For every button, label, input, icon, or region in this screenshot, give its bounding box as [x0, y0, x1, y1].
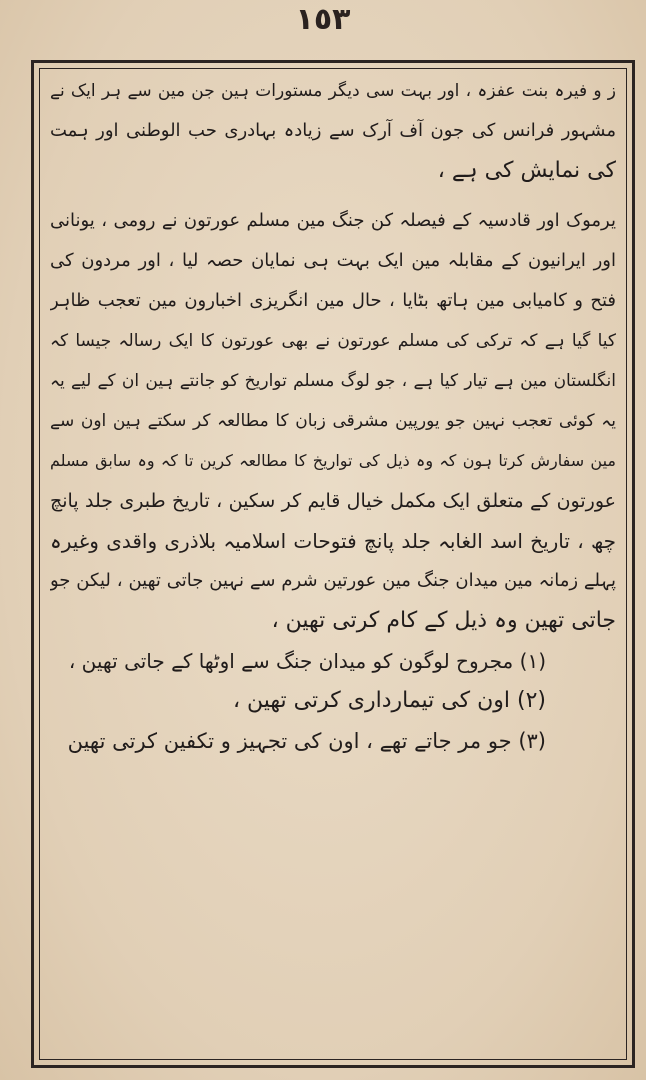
list-item-2: (۲) اون کی تیمارداری کرتی تھین ، [232, 688, 546, 713]
text-line-1: ز و فیرہ بنت عفزہ ، اور بہت سی دیگر مستورات ہین جن مین سے ہر ایک نے [50, 81, 616, 101]
list-item-3: (۳) جو مر جاتے تھے ، اون کی تجہیز و تکفین کرتی تھین [67, 729, 546, 753]
text-line-13: پہلے زمانہ مین میدان جنگ مین عورتین شرم سے نہین جاتی تھین ، لیکن جو [50, 570, 616, 591]
text-line-9: یہ کوئی تعجب نہین جو یورپین مشرقی زبان کا مطالعہ کر سکتے ہین اون سے [50, 411, 616, 431]
text-line-4: یرموک اور قادسیہ کے فیصلہ کن جنگ مین مسلم عورتون نے رومی ، یونانی [50, 210, 616, 231]
list-item-1: (۱) مجروح لوگون کو میدان جنگ سے اوٹھا کے جاتی تھین ، [68, 649, 546, 673]
text-line-14: جاتی تھین وہ ذیل کے کام کرتی تھین ، [271, 608, 616, 633]
urdu-text-block [50, 71, 616, 761]
text-line-2: مشہور فرانس کی جون آف آرک سے زیادہ بہادری حب الوطنی اور ہمت [50, 120, 616, 141]
text-line-8: انگلستان مین ہے تیار کیا ہے ، جو لوگ مسلم تواریخ کو جانتے ہین ان کے لیے یہ [50, 371, 616, 391]
text-line-12: چھ ، تاریخ اسد الغابہ جلد پانچ فتوحات اسلامیہ بلاذری واقدی وغیرہ [50, 529, 616, 553]
paragraph-gap [50, 191, 616, 201]
text-line-6: فتح و کامیابی مین ہاتھ بٹایا ، حال مین انگریزی اخبارون مین تعجب ظاہر [50, 290, 616, 311]
text-line-3: کی نمایش کی ہے ، [437, 158, 616, 183]
page-border-outer [31, 60, 635, 1068]
text-line-7: کیا گیا ہے کہ ترکی کی مسلم عورتون نے بھی عورتون کا ایک رسالہ جیسا کہ [50, 331, 616, 351]
page-number: ١٥٣ [295, 2, 351, 37]
text-line-10: مین سفارش کرتا ہون کہ وہ ذیل کی تواریخ کا مطالعہ کرین تا کہ وہ سابق مسلم [50, 451, 616, 470]
text-line-5: اور ایرانیون کے مقابلہ مین ایک بہت ہی نمایان حصہ لیا ، اور مردون کی [50, 250, 616, 271]
text-line-11: عورتون کے متعلق ایک مکمل خیال قایم کر سکین ، تاریخ طبری جلد پانچ [50, 490, 616, 512]
